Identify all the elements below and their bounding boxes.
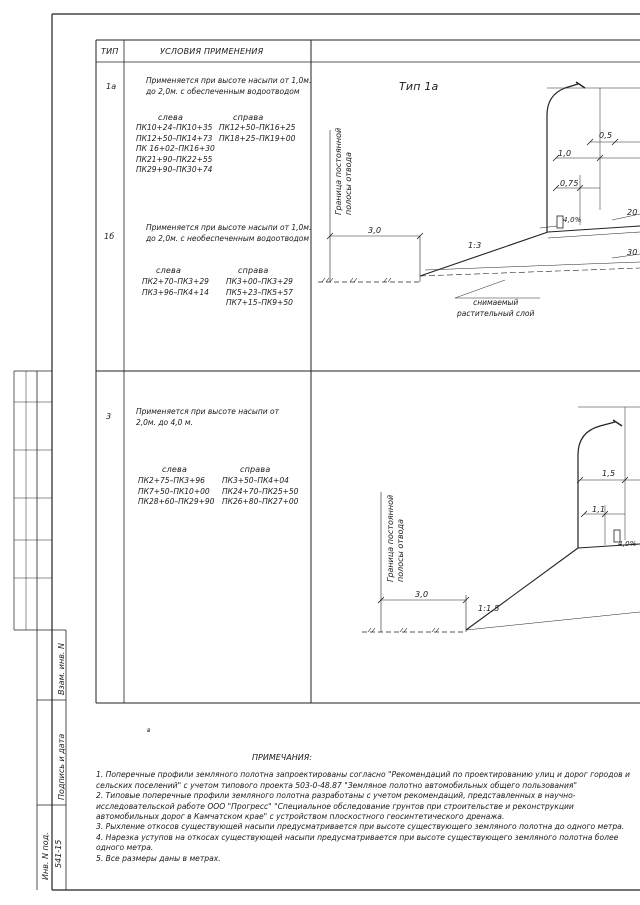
note-item: 2. Типовые поперечные профили земляного полотна разработаны с учетом рекомендаций, представленных в научно-исследовательской работе ООО "Прогресс" "Специальное обследование грунтов при строительстве и реконструкции автомобильных дорог в Камчатском крае" с устройством плоскостного геосинтетического дренажа. — [96, 791, 576, 822]
list-item: ПК21+90–ПК22+55 — [136, 154, 213, 164]
list-item: ПК7+15–ПК9+50 — [226, 298, 293, 307]
stamp-vzam: Взам. инв. N — [57, 643, 66, 695]
list-item: ПК24+70–ПК25+50 — [222, 486, 299, 496]
note-item: 1. Поперечные профили земляного полотна запроектированы согласно "Рекомендаций по проектированию улиц и дорог городов и сельских поселений" с учетом типового проекта 503-0-48.87 "Земляное полотно автомобильных общего пользования" — [96, 770, 630, 790]
left-list-1a — [136, 123, 215, 176]
boundary-label-1: Граница постоянной полосы отвода — [334, 127, 353, 215]
list-item: ПК2+75–ПК3+96 — [138, 476, 205, 485]
grade-percent: 4,0% — [563, 216, 582, 224]
notes-title: ПРИМЕЧАНИЯ: — [252, 753, 312, 762]
dim-1-0: 1,0 — [558, 149, 572, 158]
header-conditions: УСЛОВИЯ ПРИМЕНЕНИЯ — [160, 47, 264, 56]
row-type-1b: 1б — [104, 232, 115, 241]
list-item: ПК5+23–ПК5+57 — [226, 287, 293, 297]
list-item: ПК26+80–ПК27+00 — [222, 497, 299, 506]
notes — [96, 753, 636, 864]
row-condition-1b: Применяется при высоте насыпи от 1,0м. до 2,0м. с необеспеченным водоотводом — [146, 223, 312, 243]
row-type-3: 3 — [106, 412, 112, 421]
list-item: ПК12+50–ПК16+25 — [219, 123, 296, 132]
note-item: 4. Нарезка уступов на откосах существующей насыпи предусматривается при высоте существующего земляного полотна более одного метра. — [96, 832, 619, 853]
dim-1-5: 1,5 — [602, 469, 616, 478]
right-list-1b — [226, 277, 293, 309]
list-item: ПК28+60–ПК29+90 — [138, 497, 215, 506]
dim-1-1: 1,1 — [592, 505, 606, 514]
row-condition-3: Применяется при высоте насыпи от 2,0м. до 4,0 м. — [136, 407, 279, 427]
slope-label: 1:3 — [468, 241, 482, 250]
row-type-1a: 1а — [106, 82, 117, 91]
left-title-1a: слева — [158, 113, 184, 122]
grade-percent-b: 4,0% — [618, 540, 637, 548]
stamp-podpis: Подпись и дата — [57, 733, 66, 800]
stamp-inv: Инв. N под. — [41, 832, 50, 880]
left-title-1b: слева — [156, 266, 182, 275]
header-type: ТИП — [101, 47, 119, 56]
list-item: ПК2+70–ПК3+29 — [142, 277, 209, 286]
note-item: 5. Все размеры даны в метрах. — [96, 853, 221, 863]
right-title-1b: справа — [238, 266, 269, 275]
note-item: 3. Рыхление откосов существующей насыпи предусматривается при высоте существующего земляного полотна до одного метра. — [96, 822, 625, 832]
stamp-inv-no: 541-15 — [54, 839, 63, 868]
topsoil-label: снимаемый растительный слой — [457, 298, 535, 318]
list-item: ПК10+24–ПК10+35 — [136, 123, 213, 132]
list-item: ПК29+90–ПК30+74 — [136, 165, 213, 174]
dim-3-0: 3,0 — [368, 226, 382, 235]
right-title-3: справа — [240, 465, 271, 474]
drawing-title: Тип 1а — [399, 80, 439, 93]
row-condition-1a: Применяется при высоте насыпи от 1,0м. до 2,0м. с обеспеченным водоотводом — [146, 76, 312, 96]
list-item: ПК18+25–ПК19+00 — [219, 133, 296, 143]
dim-0-75: 0,75 — [560, 179, 579, 188]
small-mark: в — [147, 727, 151, 734]
callout-30: 30 — [627, 248, 638, 257]
list-item: ПК3+96–ПК4+14 — [142, 287, 209, 297]
dim-3-0-b: 3,0 — [415, 590, 429, 599]
left-list-3 — [138, 476, 214, 508]
left-title-3: слева — [162, 465, 188, 474]
left-list-1b — [142, 277, 209, 298]
right-title-1a: справа — [233, 113, 264, 122]
slope-label-b: 1:1,5 — [478, 604, 500, 613]
list-item: ПК 16+02–ПК16+30 — [136, 144, 215, 153]
right-list-3 — [222, 476, 298, 508]
list-item: ПК3+00–ПК3+29 — [226, 277, 293, 286]
list-item: ПК7+50–ПК10+00 — [138, 486, 210, 496]
callout-20: 20 — [627, 208, 638, 217]
right-list-1a — [219, 123, 295, 144]
list-item: ПК3+50–ПК4+04 — [222, 476, 289, 485]
list-item: ПК12+50–ПК14+73 — [136, 133, 213, 143]
boundary-label-2: Граница постоянной полосы отвода — [386, 494, 405, 582]
dim-0-5: 0,5 — [599, 131, 613, 140]
